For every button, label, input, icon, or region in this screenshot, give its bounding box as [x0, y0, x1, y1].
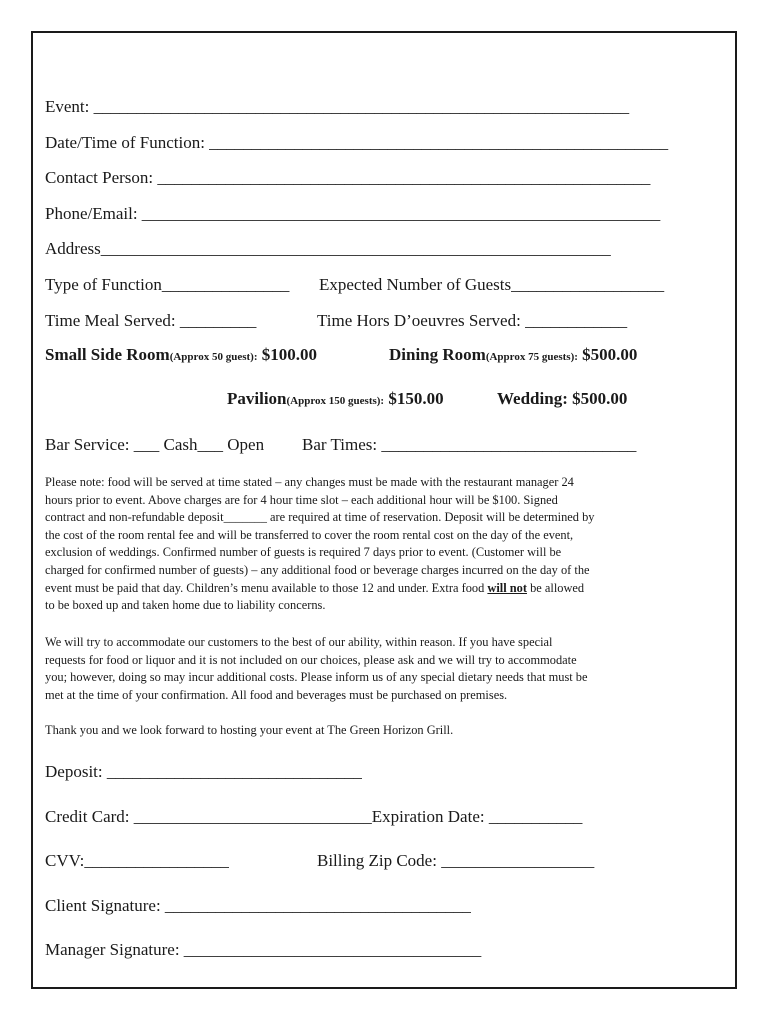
pavilion-name: Pavilion	[227, 389, 287, 408]
wedding-price: $500.00	[567, 389, 628, 408]
small-side-room-name: Small Side Room	[45, 345, 170, 364]
expected-guests-field[interactable]: Expected Number of Guests__________________	[319, 275, 665, 294]
time-hors-doeuvres-field[interactable]: Time Hors D’oeuvres Served: ____________	[317, 311, 628, 330]
policy-line: charged for confirmed number of guests) – any additional food or beverage charges incurred on the day of the	[45, 562, 590, 577]
policy-line: contract and non-refundable deposit_______ are required at time of reservation. Deposit will be determined by	[45, 510, 595, 525]
pavilion-price: $150.00	[384, 389, 444, 408]
dining-room-note: (Approx 75 guests):	[485, 351, 578, 363]
accommodation-line: requests for food or liquor and it is not included on our choices, please ask and we will try to accommodate	[45, 652, 577, 667]
wedding-option	[497, 389, 627, 409]
policy-line-end: be allowed	[527, 580, 585, 595]
policy-line: Please note: food will be served at time stated – any changes must be made with the restaurant manager 24	[45, 475, 574, 489]
policy-line	[45, 580, 725, 598]
event-field[interactable]: Event: _______________________________________________________________	[45, 97, 630, 116]
address-field[interactable]: Address____________________________________________________________	[45, 239, 611, 258]
dining-room-name: Dining Room	[389, 345, 486, 364]
policy-line: hours prior to event. Above charges are for 4 hour time slot – each additional hour will be $100. Signed	[45, 492, 558, 507]
phone-email-field[interactable]: Phone/Email: _____________________________________________________________	[45, 204, 661, 223]
contact-person-field[interactable]: Contact Person: __________________________________________________________	[45, 168, 651, 187]
policy-note-paragraph	[45, 474, 725, 615]
bar-times-field[interactable]: Bar Times: ______________________________	[302, 435, 637, 454]
small-side-room-option	[45, 345, 317, 367]
bar-service-field[interactable]: Bar Service: ___ Cash___ Open	[45, 435, 265, 454]
deposit-field[interactable]: Deposit: ______________________________	[45, 762, 362, 781]
policy-line-text: event must be paid that day. Children’s menu available to those 12 and under. Extra food	[45, 580, 488, 595]
credit-card-field[interactable]: Credit Card: ____________________________Expiration Date: ___________	[45, 807, 583, 826]
client-signature-field[interactable]: Client Signature: ____________________________________	[45, 896, 471, 915]
cvv-field[interactable]: CVV:_________________	[45, 851, 229, 870]
will-not-emphasis: will not	[487, 580, 527, 595]
policy-line: exclusion of weddings. Confirmed number of guests is required 7 days prior to event. (Customer will be	[45, 545, 562, 560]
accommodation-paragraph	[45, 634, 725, 704]
accommodation-line: you; however, doing so may incur additional costs. Please inform us of any special dietary needs that must be	[45, 670, 588, 685]
manager-signature-field[interactable]: Manager Signature: ___________________________________	[45, 940, 482, 959]
small-side-room-note: (Approx 50 guest):	[169, 351, 258, 363]
small-side-room-price: $100.00	[257, 345, 317, 364]
type-of-function-field[interactable]: Type of Function_______________	[45, 275, 290, 294]
thank-you-text: Thank you and we look forward to hosting your event at The Green Horizon Grill.	[45, 723, 454, 737]
accommodation-line: met at the time of your confirmation. All food and beverages must be purchased on premises.	[45, 687, 508, 702]
wedding-name: Wedding:	[497, 389, 568, 408]
accommodation-line: We will try to accommodate our customers to the best of our ability, within reason. If you have special	[45, 635, 553, 649]
dining-room-option	[389, 345, 637, 367]
time-meal-served-field[interactable]: Time Meal Served: _________	[45, 311, 257, 330]
dining-room-price: $500.00	[577, 345, 638, 364]
billing-zip-field[interactable]: Billing Zip Code: __________________	[317, 851, 595, 870]
pavilion-option	[227, 389, 444, 411]
policy-line: the cost of the room rental fee and will be transferred to cover the room rental cost on the day of the event,	[45, 527, 574, 542]
policy-line: to be boxed up and taken home due to liability concerns.	[45, 598, 326, 613]
date-time-field[interactable]: Date/Time of Function: ______________________________________________________	[45, 133, 669, 152]
pavilion-note: (Approx 150 guests):	[286, 395, 385, 407]
